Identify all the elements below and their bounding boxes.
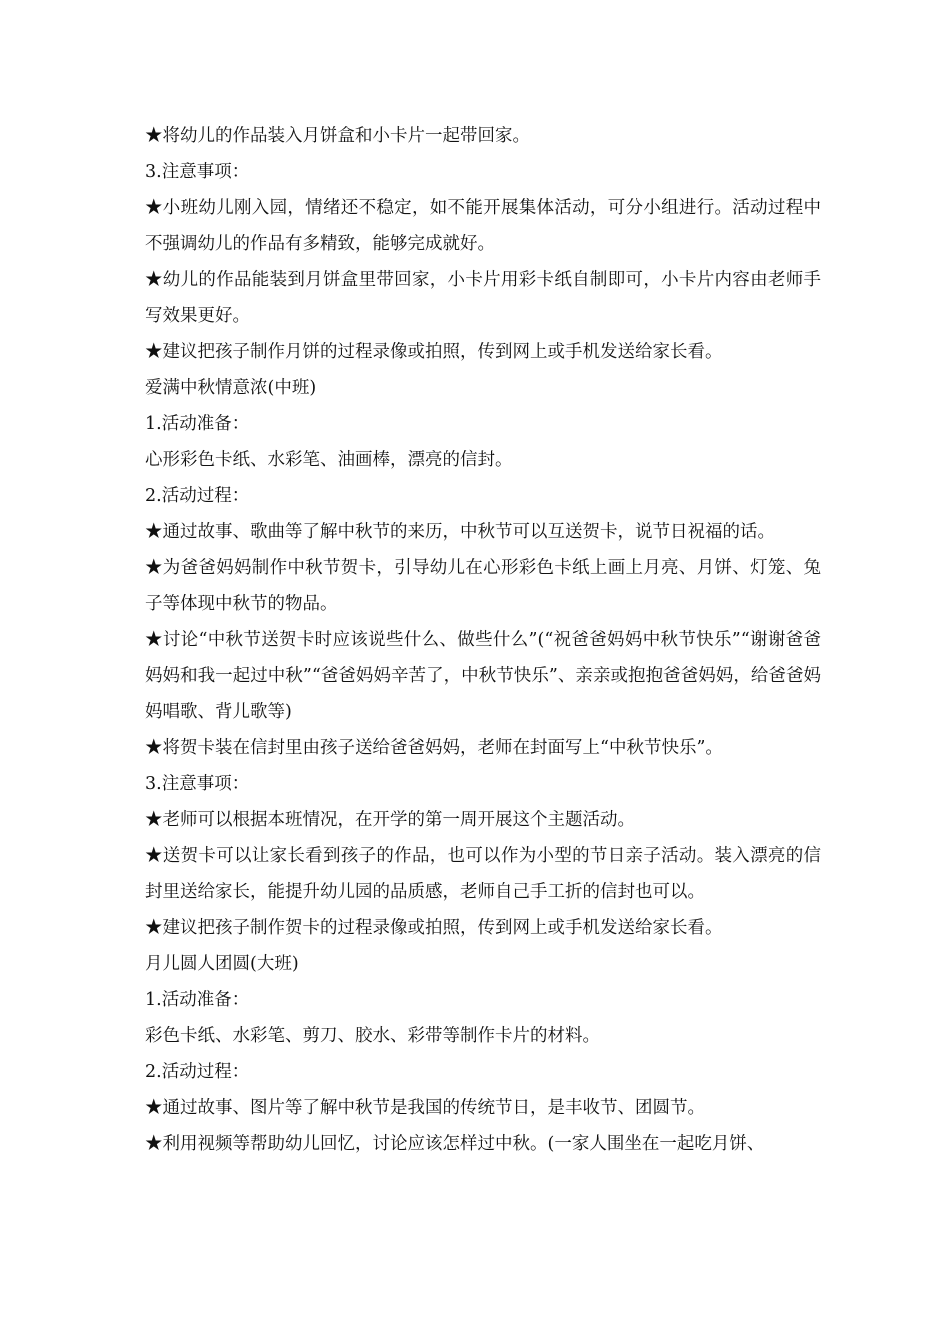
section-heading-process: 2.活动过程： xyxy=(145,486,250,506)
activity-title-middle-class: 爱满中秋情意浓(中班) xyxy=(145,378,317,398)
section-heading-notes: 3.注意事项： xyxy=(145,162,250,182)
paragraph-bullet: ★老师可以根据本班情况，在开学的第一周开展这个主题活动。 xyxy=(145,810,635,830)
paragraph-bullet: ★建议把孩子制作贺卡的过程录像或拍照，传到网上或手机发送给家长看。 xyxy=(145,918,723,938)
paragraph-materials: 心形彩色卡纸、水彩笔、油画棒，漂亮的信封。 xyxy=(145,450,513,470)
section-heading-preparation: 1.活动准备： xyxy=(145,414,250,434)
document-body xyxy=(145,118,821,1162)
paragraph-bullet: ★为爸爸妈妈制作中秋节贺卡，引导幼儿在心形彩色卡纸上画上月亮、月饼、灯笼、兔子等体现中秋节的物品。 xyxy=(145,558,821,614)
paragraph-bullet: ★将幼儿的作品装入月饼盒和小卡片一起带回家。 xyxy=(145,126,530,146)
paragraph-bullet: ★建议把孩子制作月饼的过程录像或拍照，传到网上或手机发送给家长看。 xyxy=(145,342,723,362)
paragraph-bullet: ★送贺卡可以让家长看到孩子的作品，也可以作为小型的节日亲子活动。装入漂亮的信封里送给家长，能提升幼儿园的品质感，老师自己手工折的信封也可以。 xyxy=(145,846,821,902)
paragraph-bullet: ★讨论“中秋节送贺卡时应该说些什么、做些什么”(“祝爸爸妈妈中秋节快乐”“谢谢爸爸妈妈和我一起过中秋”“爸爸妈妈辛苦了，中秋节快乐”、亲亲或抱抱爸爸妈妈，给爸爸妈妈唱歌、背儿歌等) xyxy=(145,630,821,722)
paragraph-bullet: ★利用视频等帮助幼儿回忆，讨论应该怎样过中秋。(一家人围坐在一起吃月饼、 xyxy=(145,1134,765,1154)
section-heading-preparation: 1.活动准备： xyxy=(145,990,250,1010)
paragraph-materials: 彩色卡纸、水彩笔、剪刀、胶水、彩带等制作卡片的材料。 xyxy=(145,1026,600,1046)
paragraph-bullet: ★通过故事、歌曲等了解中秋节的来历，中秋节可以互送贺卡，说节日祝福的话。 xyxy=(145,522,775,542)
paragraph-bullet: ★幼儿的作品能装到月饼盒里带回家，小卡片用彩卡纸自制即可，小卡片内容由老师手写效果更好。 xyxy=(145,270,821,326)
section-heading-notes: 3.注意事项： xyxy=(145,774,250,794)
paragraph-bullet: ★将贺卡装在信封里由孩子送给爸爸妈妈，老师在封面写上“中秋节快乐”。 xyxy=(145,738,723,758)
activity-title-senior-class: 月儿圆人团圆(大班) xyxy=(145,954,299,974)
paragraph-bullet: ★小班幼儿刚入园，情绪还不稳定，如不能开展集体活动，可分小组进行。活动过程中不强调幼儿的作品有多精致，能够完成就好。 xyxy=(145,198,821,254)
section-heading-process: 2.活动过程： xyxy=(145,1062,250,1082)
paragraph-bullet: ★通过故事、图片等了解中秋节是我国的传统节日，是丰收节、团圆节。 xyxy=(145,1098,705,1118)
